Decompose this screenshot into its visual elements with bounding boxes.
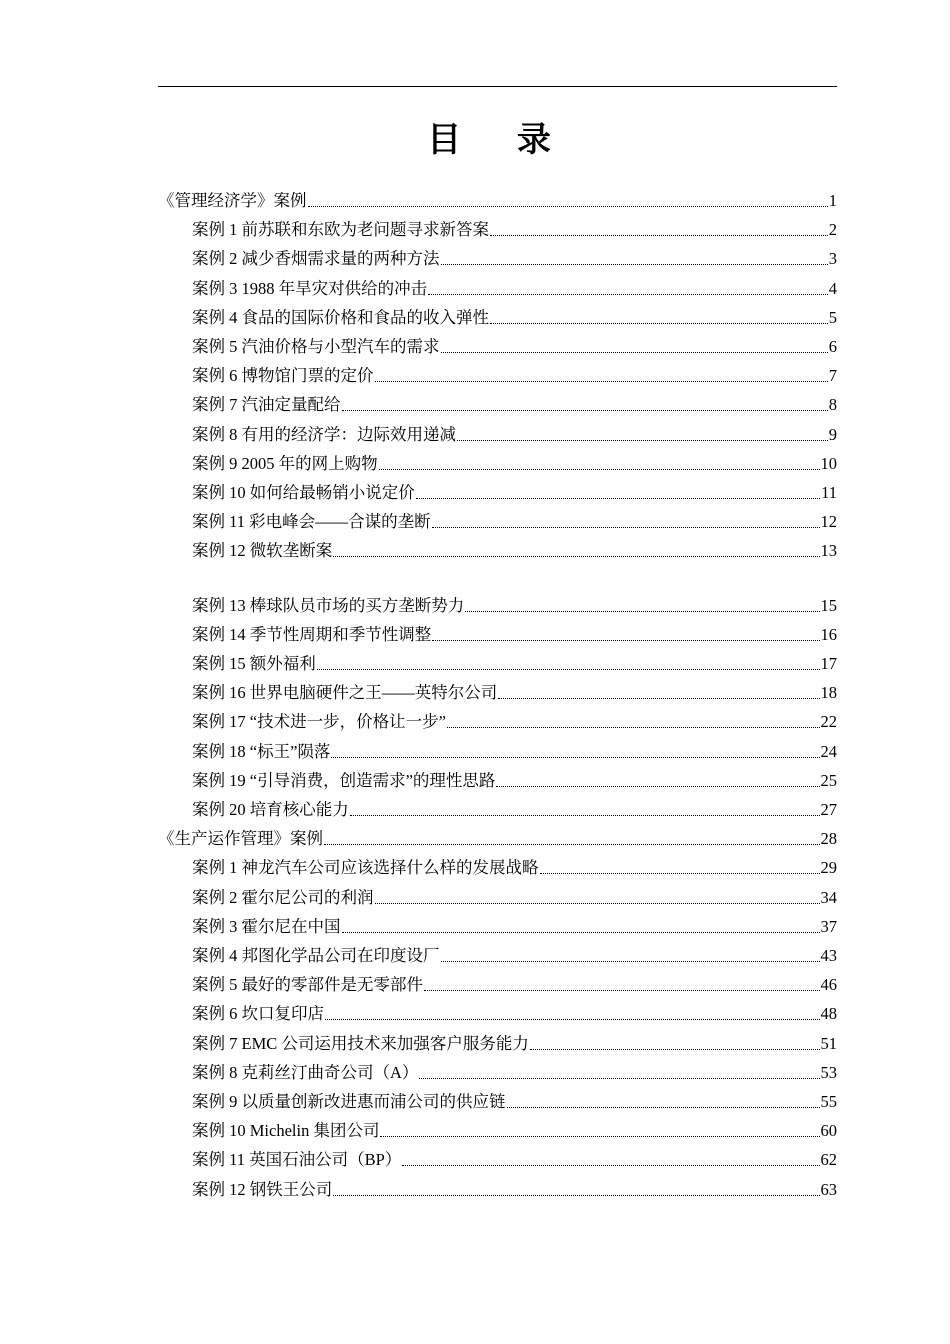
toc-page-number: 18 — [820, 683, 837, 703]
toc-dot-leader — [441, 336, 828, 358]
toc-entry-label: 案例 7 EMC 公司运用技术来加强客户服务能力 — [192, 1033, 529, 1053]
toc-entry-label: 案例 8 克莉丝汀曲奇公司（A） — [192, 1062, 419, 1082]
toc-dot-leader — [333, 1179, 819, 1201]
toc-case-entry[interactable] — [192, 511, 837, 533]
toc-entry-label: 案例 8 有用的经济学：边际效用递减 — [192, 424, 456, 444]
toc-entry-label: 案例 6 坎口复印店 — [192, 1004, 324, 1024]
toc-case-entry[interactable] — [192, 653, 837, 675]
toc-case-entry[interactable] — [192, 741, 837, 763]
toc-entry-label: 案例 7 汽油定量配给 — [192, 395, 341, 415]
toc-dot-leader — [428, 278, 828, 300]
toc-page-number: 10 — [820, 453, 837, 473]
toc-page-number: 16 — [820, 624, 837, 644]
toc-dot-leader — [350, 799, 820, 821]
toc-dot-leader — [424, 974, 820, 996]
toc-entry-label: 《生产运作管理》案例 — [158, 829, 323, 849]
toc-entry-label: 案例 18 “标王”陨落 — [192, 741, 331, 761]
toc-entry-label: 案例 16 世界电脑硬件之王——英特尔公司 — [192, 683, 498, 703]
toc-entry-label: 案例 5 最好的零部件是无零部件 — [192, 975, 423, 995]
toc-page-number: 13 — [820, 541, 837, 561]
toc-entry-label: 案例 19 “引导消费，创造需求”的理性思路 — [192, 770, 496, 790]
toc-dot-leader — [416, 482, 820, 504]
toc-case-entry[interactable] — [192, 887, 837, 909]
toc-case-entry[interactable] — [192, 1003, 837, 1025]
toc-entry-label: 案例 2 减少香烟需求量的两种方法 — [192, 249, 440, 269]
toc-dot-leader — [308, 190, 828, 212]
toc-dot-leader — [317, 653, 820, 675]
toc-dot-leader — [432, 624, 819, 646]
toc-page-number: 17 — [820, 654, 837, 673]
page-title: 目 录 — [427, 120, 573, 160]
toc-page-number: 15 — [820, 595, 837, 615]
toc-case-entry[interactable] — [192, 624, 837, 646]
toc-case-entry[interactable] — [192, 424, 837, 446]
toc-case-entry[interactable] — [192, 770, 837, 792]
toc-entry-label: 案例 4 食品的国际价格和食品的收入弹性 — [192, 307, 489, 327]
toc-entry-label: 案例 4 邦图化学品公司在印度设厂 — [192, 946, 440, 965]
toc-entry-label: 案例 5 汽油价格与小型汽车的需求 — [192, 337, 440, 356]
toc-page-number: 63 — [820, 1179, 837, 1199]
toc-section-entry[interactable] — [158, 190, 837, 212]
toc-page-number: 53 — [820, 1062, 837, 1082]
toc-page-number: 2 — [828, 220, 837, 240]
toc-dot-leader — [324, 828, 820, 850]
toc-page-number: 34 — [820, 887, 837, 907]
toc-dot-leader — [457, 424, 828, 446]
toc-entry-label: 案例 17 “技术进一步，价格让一步” — [192, 712, 446, 732]
toc-dot-leader — [331, 741, 819, 763]
toc-page-number: 46 — [820, 975, 837, 995]
toc-case-entry[interactable] — [192, 336, 837, 358]
toc-dot-leader — [496, 770, 819, 792]
toc-dot-leader — [507, 1091, 820, 1113]
toc-page-number: 62 — [820, 1150, 837, 1170]
toc-case-entry[interactable] — [192, 1062, 837, 1084]
toc-case-entry[interactable] — [192, 307, 837, 329]
toc-case-entry[interactable] — [192, 945, 837, 967]
toc-dot-leader — [490, 307, 828, 329]
toc-page-number: 27 — [820, 800, 837, 819]
toc-dot-leader — [540, 857, 820, 879]
toc-page-number: 3 — [828, 249, 837, 269]
header-rule — [158, 86, 837, 87]
toc-dot-leader — [490, 219, 828, 241]
toc-dot-leader — [498, 682, 819, 704]
toc-dot-leader — [419, 1062, 819, 1084]
toc-dot-leader — [441, 945, 820, 967]
toc-case-entry[interactable] — [192, 974, 837, 996]
toc-dot-leader — [379, 453, 820, 475]
toc-entry-label: 案例 15 额外福利 — [192, 654, 316, 673]
toc-case-entry[interactable] — [192, 219, 837, 241]
toc-entry-label: 案例 13 棒球队员市场的买方垄断势力 — [192, 595, 465, 615]
toc-page-number: 1 — [828, 191, 837, 210]
toc-dot-leader — [342, 394, 828, 416]
toc-case-entry[interactable] — [192, 453, 837, 475]
toc-case-entry[interactable] — [192, 278, 837, 300]
toc-entry-label: 案例 14 季节性周期和季节性调整 — [192, 624, 432, 644]
toc-case-entry[interactable] — [192, 799, 837, 821]
toc-entry-label: 案例 3 1988 年旱灾对供给的冲击 — [192, 278, 428, 298]
toc-case-entry[interactable] — [192, 1033, 837, 1055]
toc-case-entry[interactable] — [192, 711, 837, 733]
toc-entry-label: 案例 11 彩电峰会——合谋的垄断 — [192, 512, 431, 532]
toc-dot-leader — [402, 1149, 819, 1171]
toc-entry-label: 案例 10 如何给最畅销小说定价 — [192, 483, 415, 502]
toc-entry-label: 案例 10 Michelin 集团公司 — [192, 1121, 380, 1141]
toc-entry-label: 案例 11 英国石油公司（BP） — [192, 1150, 402, 1170]
toc-page-number: 48 — [820, 1004, 837, 1024]
toc-case-entry[interactable] — [192, 1179, 837, 1201]
toc-entry-label: 案例 20 培育核心能力 — [192, 800, 349, 819]
toc-page-number: 6 — [828, 337, 837, 356]
toc-dot-leader — [333, 540, 819, 562]
toc-page-number: 28 — [820, 829, 837, 849]
toc-page-number: 55 — [820, 1092, 837, 1111]
toc-case-entry[interactable] — [192, 540, 837, 562]
toc-entry-label: 案例 3 霍尔尼在中国 — [192, 916, 341, 936]
toc-case-entry[interactable] — [192, 365, 837, 387]
toc-page-number: 51 — [820, 1033, 837, 1053]
toc-page-number: 43 — [820, 946, 837, 965]
toc-page-number: 5 — [828, 307, 837, 327]
toc-case-entry[interactable] — [192, 248, 837, 270]
toc-page-number: 9 — [828, 424, 837, 444]
toc-case-entry[interactable] — [192, 857, 837, 879]
toc-dot-leader — [441, 248, 828, 270]
toc-dot-leader — [432, 511, 820, 533]
toc-dot-leader — [380, 1120, 819, 1142]
toc-entry-label: 案例 1 神龙汽车公司应该选择什么样的发展战略 — [192, 858, 539, 878]
toc-page-number: 12 — [820, 512, 837, 532]
toc-entry-label: 《管理经济学》案例 — [158, 191, 307, 210]
toc-entry-label: 案例 9 以质量创新改进惠而浦公司的供应链 — [192, 1092, 506, 1111]
toc-page-number: 60 — [820, 1121, 837, 1141]
toc-entry-label: 案例 6 博物馆门票的定价 — [192, 366, 374, 386]
toc-case-entry[interactable] — [192, 394, 837, 416]
toc-page-number: 25 — [820, 770, 837, 790]
toc-case-entry[interactable] — [192, 916, 837, 938]
toc-entry-label: 案例 12 钢铁王公司 — [192, 1179, 333, 1199]
toc-entry-label: 案例 9 2005 年的网上购物 — [192, 453, 378, 473]
toc-case-entry[interactable] — [192, 1091, 837, 1113]
toc-case-entry[interactable] — [192, 682, 837, 704]
toc-dot-leader — [465, 595, 819, 617]
toc-dot-leader — [325, 1003, 820, 1025]
toc-page-number: 8 — [828, 395, 837, 415]
toc-page-number: 37 — [820, 916, 837, 936]
toc-page-number: 11 — [821, 483, 837, 502]
toc-dot-leader — [375, 887, 820, 909]
toc-case-entry[interactable] — [192, 1120, 837, 1142]
toc-page-number: 4 — [828, 278, 837, 298]
toc-case-entry[interactable] — [192, 595, 837, 617]
toc-dot-leader — [375, 365, 828, 387]
toc-dot-leader — [342, 916, 820, 938]
toc-case-entry[interactable] — [192, 482, 837, 504]
toc-page-number: 7 — [828, 366, 837, 386]
toc-page-number: 24 — [820, 741, 837, 761]
toc-dot-leader — [447, 711, 820, 733]
toc-dot-leader — [530, 1033, 820, 1055]
toc-page-number: 22 — [820, 712, 837, 732]
toc-entry-label: 案例 2 霍尔尼公司的利润 — [192, 887, 374, 907]
toc-case-entry[interactable] — [192, 1149, 837, 1171]
toc-entry-label: 案例 1 前苏联和东欧为老问题寻求新答案 — [192, 220, 489, 240]
toc-page-number: 29 — [820, 858, 837, 878]
toc-section-entry[interactable] — [158, 828, 837, 850]
toc-entry-label: 案例 12 微软垄断案 — [192, 541, 333, 561]
